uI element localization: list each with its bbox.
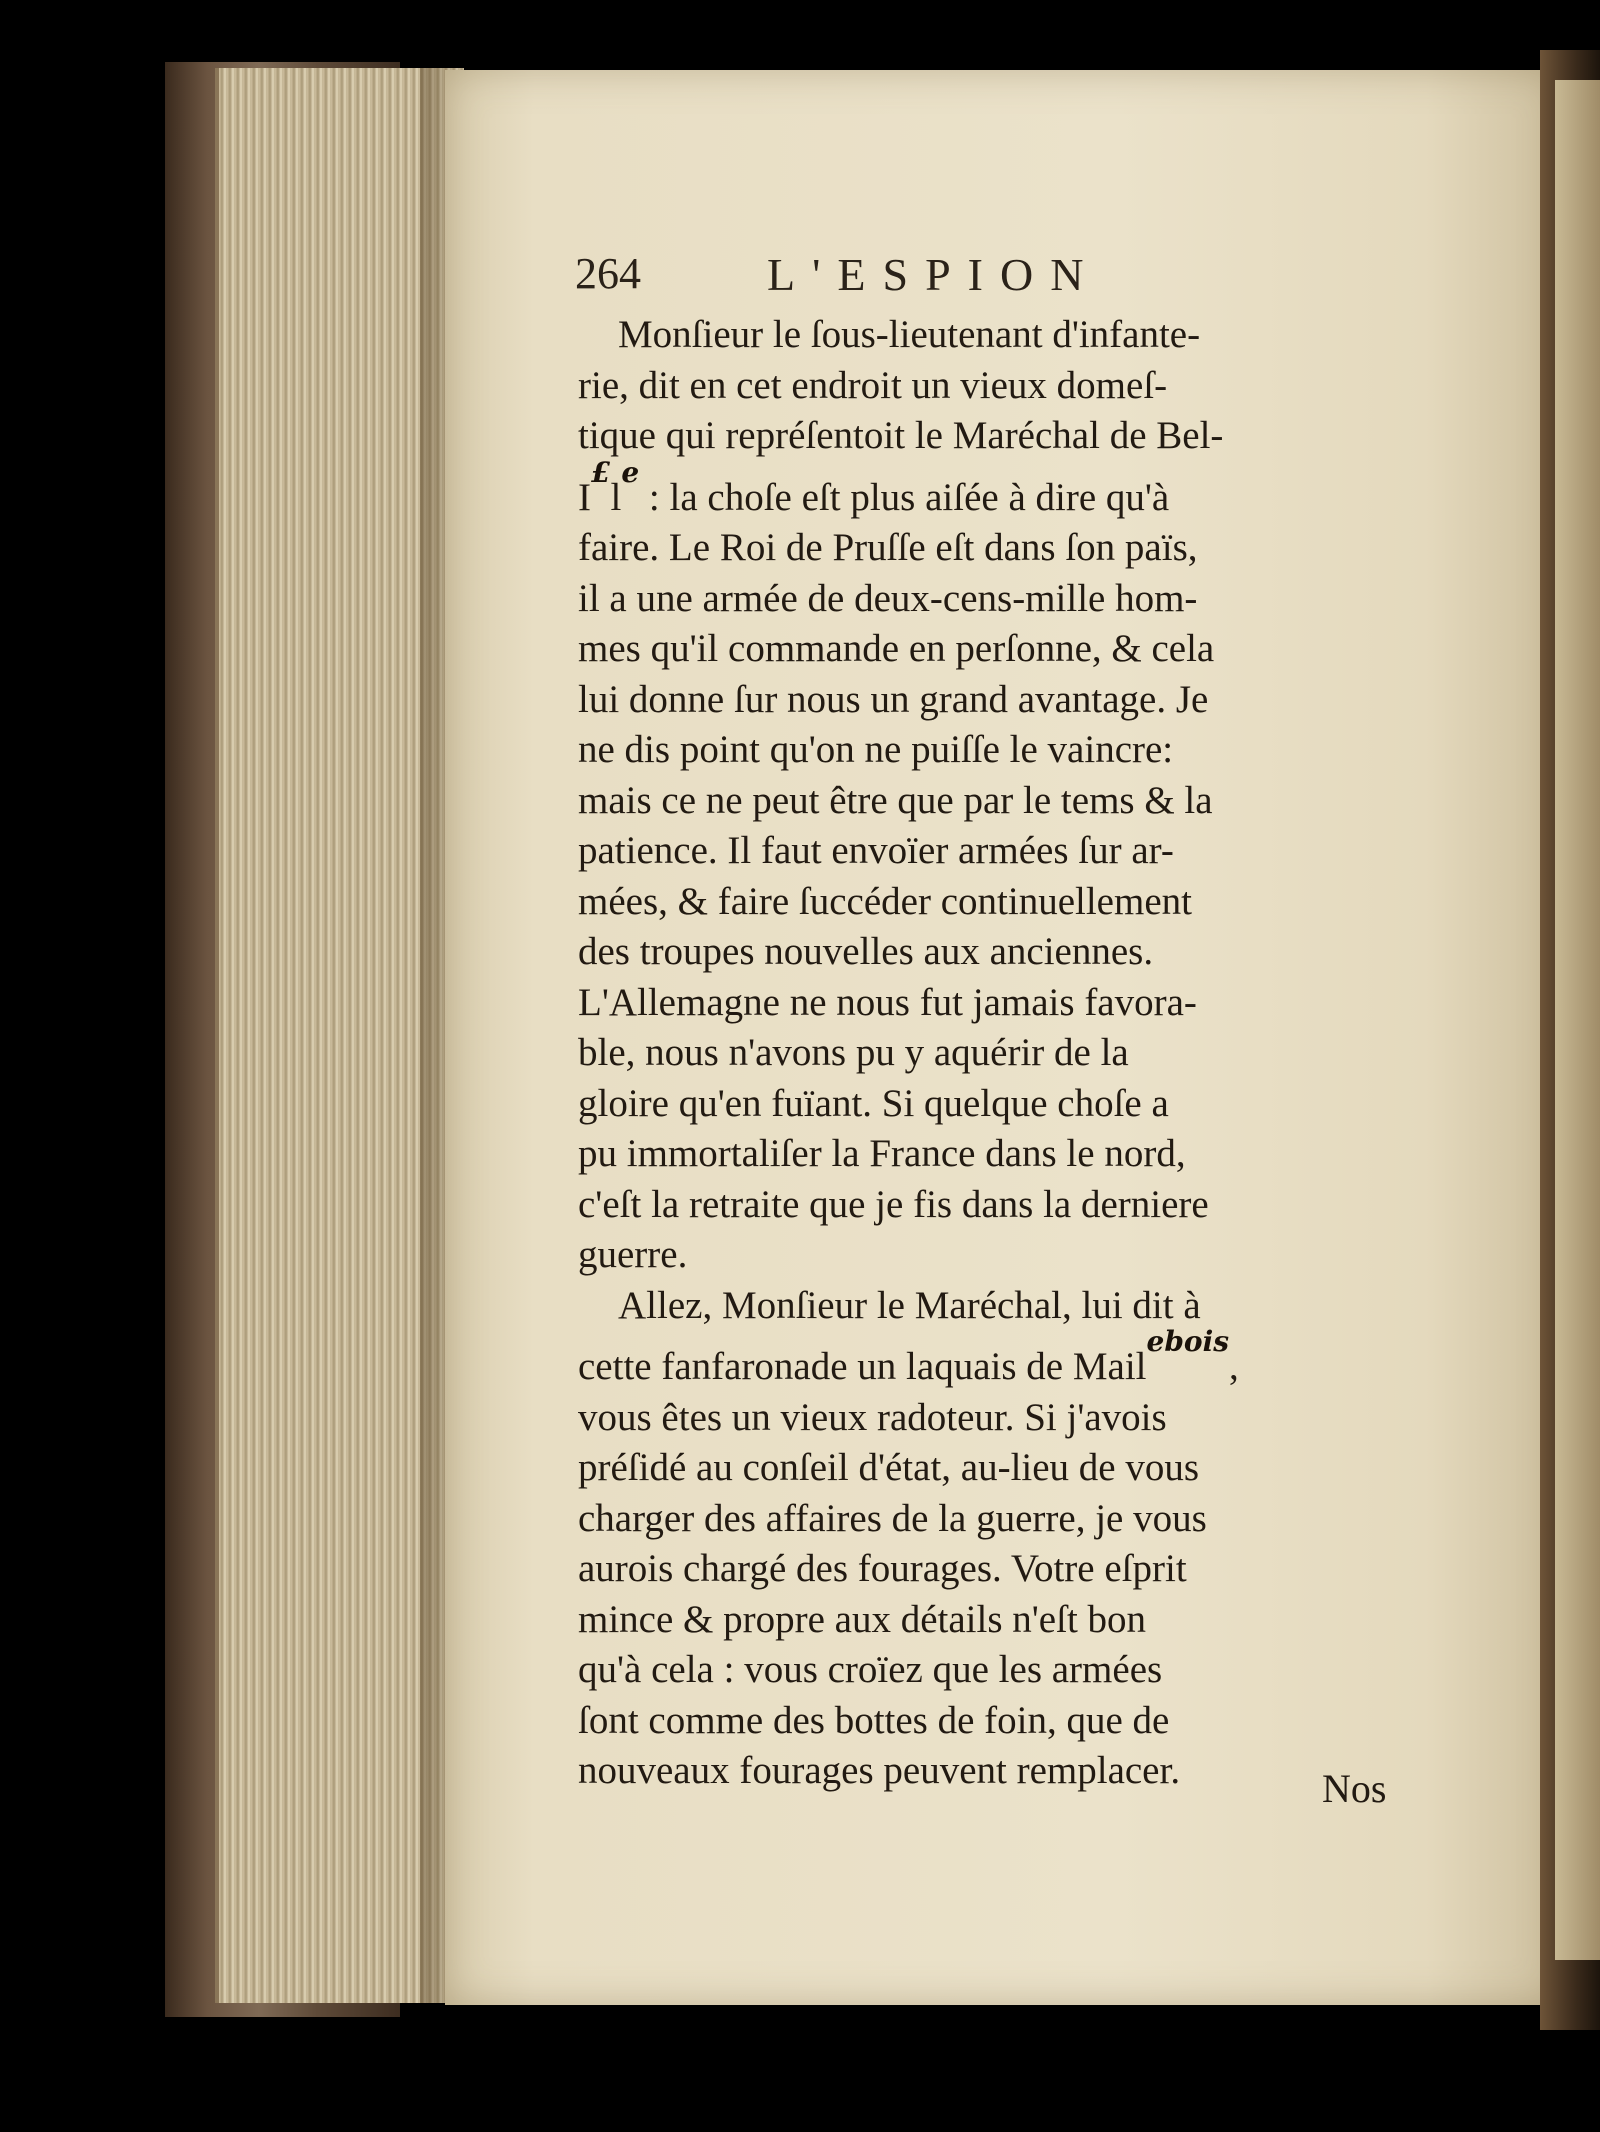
text-line: mées, & faire ſuccéder continuellement <box>578 879 1192 923</box>
page-number: 264 <box>575 249 641 298</box>
text-line: nouveaux fourages peuvent remplacer. <box>578 1749 1181 1792</box>
text-line: ſont comme des bottes de foin, que de <box>578 1698 1170 1742</box>
text-line: pu immortaliſer la France dans le nord, <box>578 1132 1186 1175</box>
text-line: charger des affaires de la guerre, je vous <box>578 1496 1207 1540</box>
text-line: faire. Le Roi de Pruſſe eſt dans ſon païs, <box>578 526 1198 569</box>
text-line: rie, dit en cet endroit un vieux domeſ- <box>578 363 1168 407</box>
text-line: des troupes nouvelles aux anciennes. <box>578 930 1154 973</box>
facing-page-edge <box>1555 80 1600 1960</box>
text-line: tique qui repréſentoit le Maréchal de Bel- <box>578 414 1224 457</box>
text-line: mais ce ne peut être que par le tems & la <box>578 778 1213 822</box>
text-line: lui donne ſur nous un grand avantage. Je <box>578 677 1209 721</box>
text-line: guerre. <box>578 1233 688 1276</box>
running-title: L'ESPION <box>767 249 1101 300</box>
paragraph-2 <box>578 1281 1400 1797</box>
text-line: c'eſt la retraite que je fis dans la derniere <box>578 1182 1209 1226</box>
text-line: ne dis point qu'on ne puiſſe le vaincre: <box>578 728 1174 771</box>
text-line: $I^£l^e$ : la choſe eſt plus aiſée à dire qu'à <box>578 455 1170 519</box>
paragraph-1 <box>578 310 1400 1281</box>
text-line: vous êtes un vieux radoteur. Si j'avois <box>578 1395 1167 1439</box>
text-line: Monſieur le ſous-lieutenant d'infante- <box>618 313 1201 356</box>
text-line: mes qu'il commande en perſonne, & cela <box>578 627 1215 670</box>
handwritten-annotation: e <box>621 455 640 489</box>
text-line: ble, nous n'avons pu y aquérir de la <box>578 1031 1129 1074</box>
text-line: mince & propre aux détails n'eſt bon <box>578 1597 1147 1641</box>
text-line: cette fanfaronade un laquais de Mail$^{ebois}$, <box>578 1325 1239 1388</box>
text-line: gloire qu'en fuïant. Si quelque choſe a <box>578 1081 1169 1125</box>
text-line: Allez, Monſieur le Maréchal, lui dit à <box>618 1283 1201 1327</box>
text-line: aurois chargé des fourages. Votre eſprit <box>578 1547 1187 1590</box>
text-line: patience. Il faut envoïer armées ſur ar- <box>578 829 1174 872</box>
text-line: L'Allemagne ne nous fut jamais favora- <box>578 980 1197 1024</box>
page-header <box>575 248 1395 308</box>
handwritten-annotation: £ <box>591 455 611 489</box>
body-text <box>578 310 1400 1797</box>
text-line: préſidé au conſeil d'état, au-lieu de vous <box>578 1446 1200 1489</box>
text-line: il a une armée de deux-cens-mille hom- <box>578 576 1198 620</box>
text-line: qu'à cela : vous croïez que les armées <box>578 1648 1163 1691</box>
catchword: Nos <box>1322 1766 1387 1811</box>
handwritten-annotation: ebois <box>1146 1325 1229 1358</box>
